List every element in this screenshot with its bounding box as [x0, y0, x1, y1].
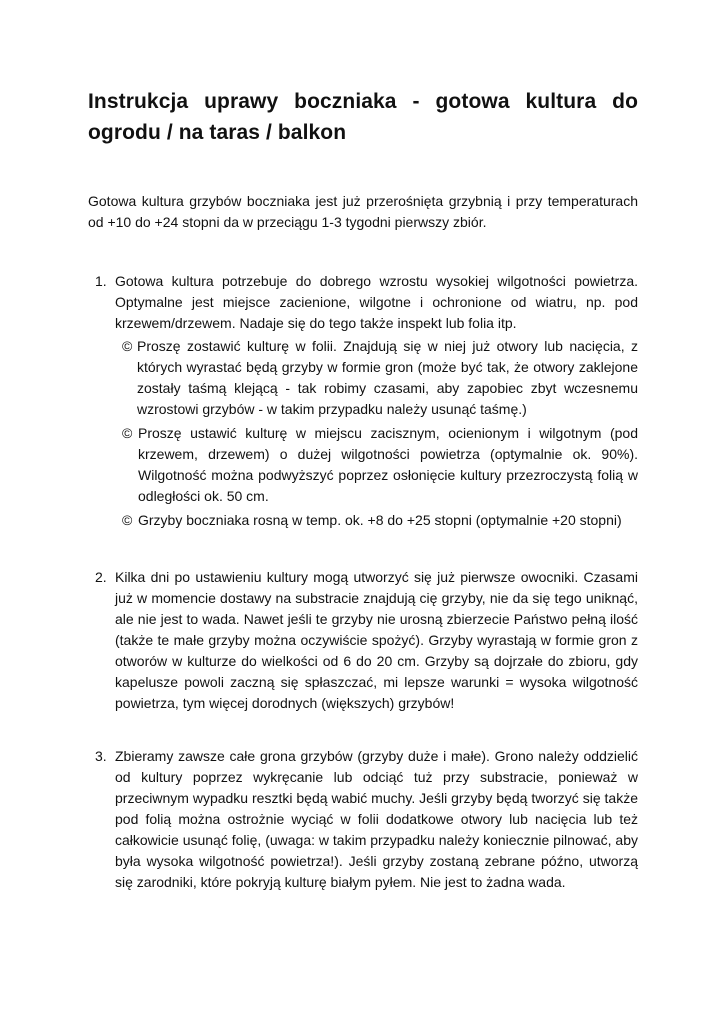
- item-text: Zbieramy zawsze całe grona grzybów (grzyby duże i małe). Grono należy oddzielić od kultury poprzez wykręcanie lub odciąć tuż przy substracie, ponieważ w przeciwnym wypadku resztki będą wabić muchy. Jeśli grzyby będą tworzyć się także pod folią można ostrożnie wyciąć w folii dodatkowe otwory lub nacięcia lub też całkowicie usunąć folię, (uwaga: w takim przypadku należy koniecznie pilnować, aby była wysoka wilgotność powietrza!). Jeśli grzyby zostaną zebrane późno, utworzą się zarodniki, które pokryją kulturę białym pyłem. Nie jest to żadna wada.: [115, 748, 638, 890]
- sub-bullet: [115, 423, 638, 507]
- document-page: [88, 86, 638, 893]
- copyright-bullet-icon: ©: [122, 512, 133, 528]
- item-number: 1.: [95, 273, 107, 289]
- list-item: [88, 271, 638, 531]
- sub-bullet: [115, 510, 638, 531]
- sub-bullet-text: Proszę zostawić kulturę w folii. Znajdują się w niej już otwory lub nacięcia, z których wyrastać będą grzyby w formie gron (może być tak, że otwory zaklejone zostały taśmą klejącą - tak robimy czasami, aby zapobiec zbyt wczesnemu wzrostowi grzybów - w takim przypadku należy usunąć taśmę.): [137, 338, 638, 417]
- list-item: [88, 567, 638, 714]
- item-number: 3.: [95, 748, 107, 764]
- sub-bullet-text: Proszę ustawić kulturę w miejscu zacisznym, ocienionym i wilgotnym (pod krzewem, drzewem) o dużej wilgotności powietrza (optymalnie ok. 90%). Wilgotność można podwyższyć poprzez osłonięcie kultury przezroczystą folią w odległości ok. 50 cm.: [138, 425, 638, 504]
- item-text: Kilka dni po ustawieniu kultury mogą utworzyć się już pierwsze owocniki. Czasami już w momencie dostawy na substracie znajdują cię grzyby, nie da się tego uniknąć, ale nie jest to wada. Nawet jeśli te grzyby nie urosną zbierzecie Państwo pełną ilość (także te małe grzyby można oczywiście spożyć). Grzyby wyrastają w formie gron z otworów w kulturze do wielkości od 6 do 20 cm. Grzyby są dojrzałe do zbioru, gdy kapelusze powoli zaczną się spłaszczać, mi lepsze warunki = wysoka wilgotność powietrza, tym więcej dorodnych (większych) grzybów!: [115, 569, 638, 711]
- document-title: Instrukcja uprawy boczniaka - gotowa kultura do ogrodu / na taras / balkon: [88, 90, 638, 144]
- item-text: Gotowa kultura potrzebuje do dobrego wzrostu wysokiej wilgotności powietrza. Optymalne jest miejsce zacienione, wilgotne i ochronione od wiatru, np. pod krzewem/drzewem. Nadaje się do tego także inspekt lub folia itp.: [115, 273, 638, 331]
- sub-bullet-list: [115, 336, 638, 531]
- item-number: 2.: [95, 569, 107, 585]
- instruction-list: [88, 271, 638, 893]
- sub-bullet: [115, 336, 638, 420]
- sub-bullet-text: Grzyby boczniaka rosną w temp. ok. +8 do +25 stopni (optymalnie +20 stopni): [138, 512, 622, 528]
- copyright-bullet-icon: ©: [122, 425, 133, 441]
- list-item: [88, 746, 638, 893]
- intro-paragraph: Gotowa kultura grzybów boczniaka jest już przerośnięta grzybnią i przy temperaturach od +10 do +24 stopni da w przeciągu 1-3 tygodni pierwszy zbiór.: [88, 193, 638, 230]
- copyright-bullet-icon: ©: [122, 338, 133, 354]
